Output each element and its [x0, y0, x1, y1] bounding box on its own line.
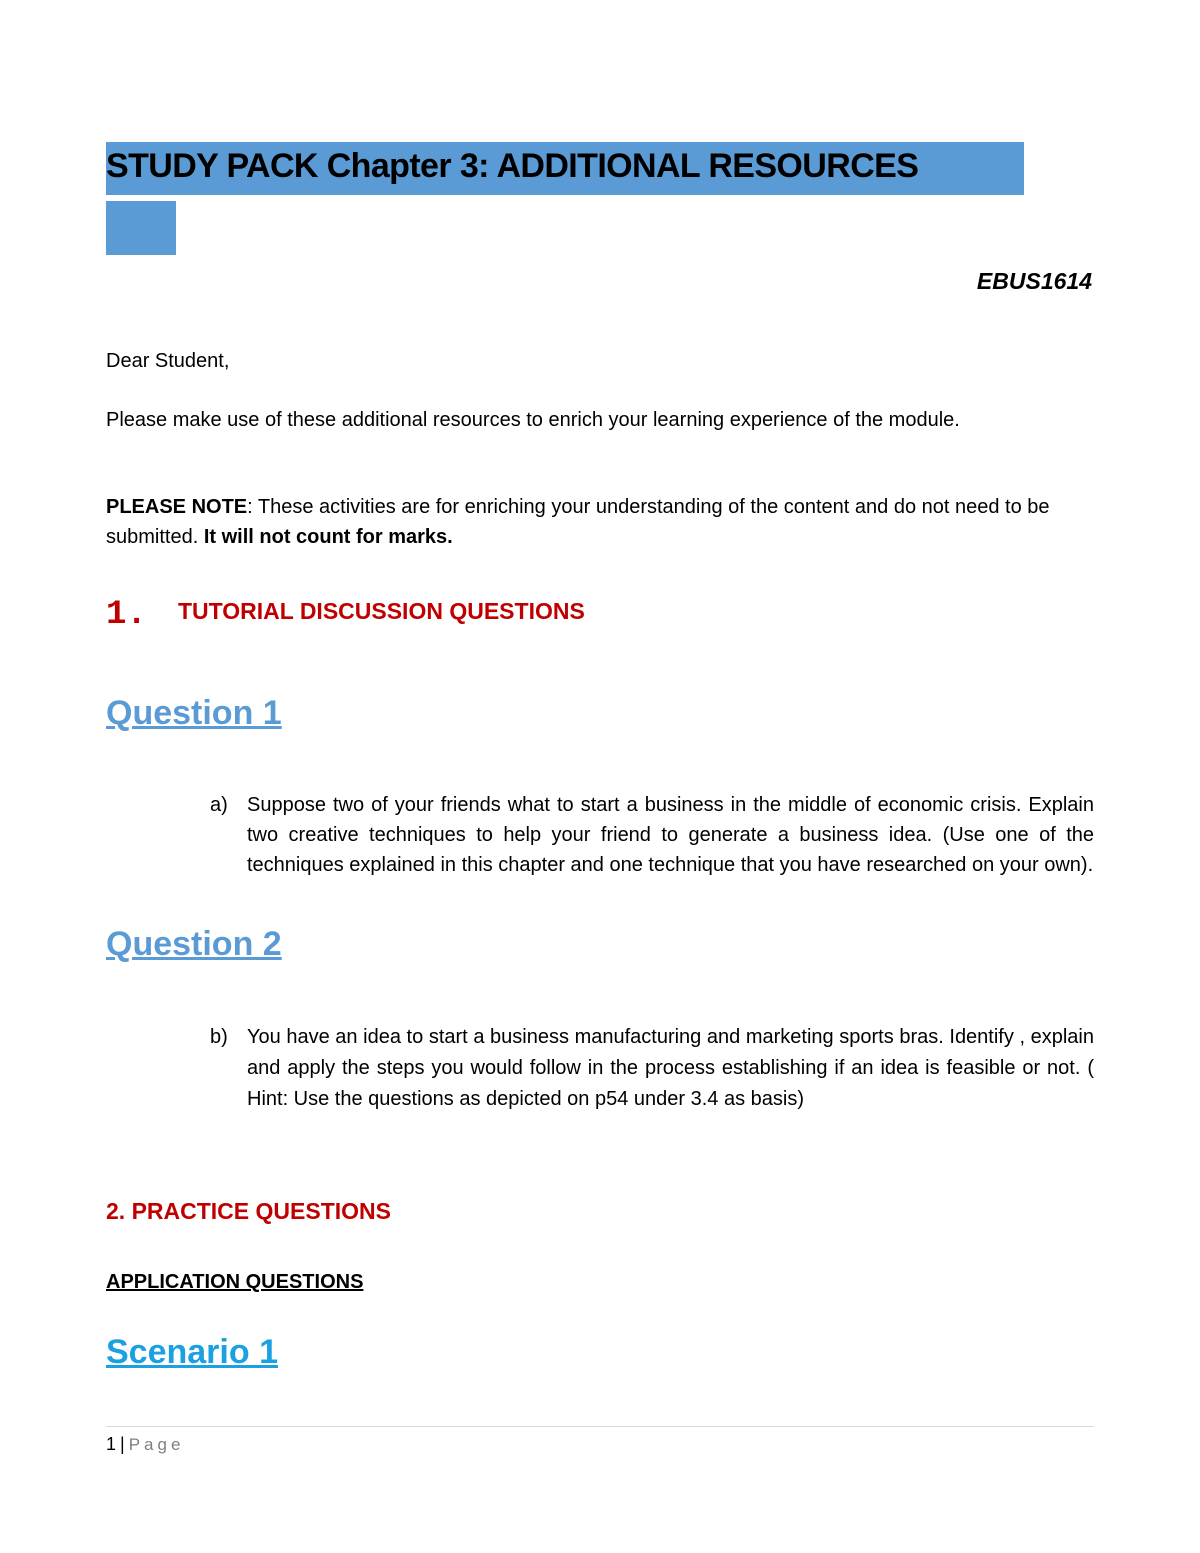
- course-code: EBUS1614: [976, 268, 1092, 294]
- scenario-1-heading: Scenario 1: [106, 1333, 278, 1371]
- section-title: TUTORIAL DISCUSSION QUESTIONS: [178, 598, 585, 624]
- question-1-heading: Question 1: [106, 694, 282, 732]
- question-1-text: Suppose two of your friends what to start a business in the middle of economic crisis. Explain two creative techniques to help your friend to generate a business idea. (Use one of the techniques explained in this chapter and one technique that you have researched on your own).: [247, 794, 1094, 876]
- question-2-heading: Question 2: [106, 925, 282, 963]
- title-highlight-continuation: [106, 201, 176, 255]
- intro-paragraph: Please make use of these additional resources to enrich your learning experience of the module.: [106, 409, 960, 431]
- question-2-item: [210, 1022, 1094, 1115]
- question-2-text: You have an idea to start a business manufacturing and marketing sports bras. Identify , explain and apply the steps you would follow in the process establishing if an idea is feasible or not. ( Hint: Use the questions as depicted on p54 under 3.4 as basis): [247, 1026, 1094, 1110]
- list-marker: b): [210, 1026, 228, 1048]
- question-1-item: [210, 790, 1094, 880]
- note-paragraph: [106, 492, 1096, 552]
- note-label: PLEASE NOTE: [106, 496, 248, 518]
- note-text: : These activities are for enriching your understanding of the content and do not need to be submitted.: [106, 496, 1050, 548]
- section-heading-tutorial: [106, 596, 585, 634]
- page-number: 1: [106, 1434, 117, 1454]
- list-marker: a): [210, 794, 228, 816]
- section-heading-practice: 2. PRACTICE QUESTIONS: [106, 1198, 391, 1224]
- application-questions-heading: APPLICATION QUESTIONS: [106, 1271, 364, 1293]
- footer-divider: [106, 1426, 1094, 1427]
- footer-separator: |: [120, 1434, 125, 1454]
- page-footer: [106, 1434, 184, 1455]
- section-number: 1.: [106, 596, 147, 634]
- greeting: Dear Student,: [106, 350, 230, 372]
- page-label: Page: [128, 1435, 185, 1454]
- note-emphasis: It will not count for marks.: [203, 526, 453, 548]
- document-title: STUDY PACK Chapter 3: ADDITIONAL RESOURCES: [106, 147, 919, 185]
